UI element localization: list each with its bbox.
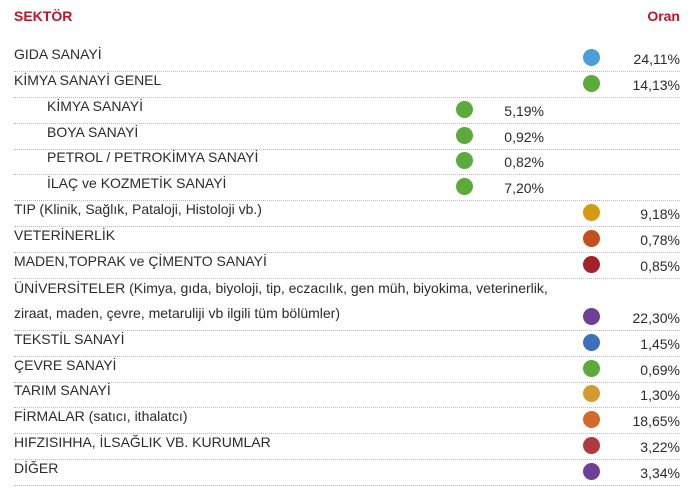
sector-ratio-table: [14, 46, 680, 486]
legend-dot-icon: [583, 308, 600, 325]
legend-dot-icon: [583, 256, 600, 273]
sector-label: PETROL / PETROKİMYA SANAYİ: [47, 149, 259, 166]
ratio-value: 1,30%: [640, 387, 680, 404]
ratio-value: 7,20%: [504, 180, 544, 197]
sector-label: BOYA SANAYİ: [47, 123, 139, 140]
ratio-value: 0,92%: [504, 128, 544, 145]
ratio-value: 18,65%: [632, 413, 680, 430]
legend-dot-icon: [456, 152, 473, 169]
table-header: [14, 8, 680, 28]
legend-dot-icon: [583, 49, 600, 66]
legend-dot-icon: [456, 178, 473, 195]
legend-dot-icon: [456, 101, 473, 118]
legend-dot-icon: [583, 230, 600, 247]
sector-label: HIFZISIHHA, İLSAĞLIK VB. KURUMLAR: [14, 434, 271, 451]
sector-label: KİMYA SANAYİ: [47, 97, 143, 114]
sector-label: KİMYA SANAYİ GENEL: [14, 71, 162, 88]
ratio-value: 0,78%: [640, 232, 680, 249]
legend-dot-icon: [583, 463, 600, 480]
sector-label: FİRMALAR (satıcı, ithalatcı): [14, 408, 188, 425]
sector-row: [14, 434, 680, 460]
sector-label: İLAÇ ve KOZMETİK SANAYİ: [47, 175, 227, 192]
ratio-value: 14,13%: [632, 76, 680, 93]
ratio-value: 3,34%: [640, 465, 680, 482]
sector-label: MADEN,TOPRAK ve ÇİMENTO SANAYİ: [14, 253, 267, 270]
sector-row: [14, 460, 680, 486]
sector-label: VETERİNERLİK: [14, 227, 116, 244]
ratio-value: 5,19%: [504, 102, 544, 119]
sector-label: ÜNİVERSİTELER (Kimya, gıda, biyoloji, tip, eczacılık, gen müh, biyokima, veterinerlik, ziraat, maden, çevre, metaruliji vb ilgili tüm bölümler): [14, 279, 548, 321]
sector-label: TARIM SANAYİ: [14, 382, 111, 399]
sector-row: [14, 357, 680, 383]
legend-dot-icon: [456, 127, 473, 144]
legend-dot-icon: [583, 334, 600, 351]
ratio-value: 0,82%: [504, 154, 544, 171]
ratio-value: 3,22%: [640, 439, 680, 456]
legend-dot-icon: [583, 411, 600, 428]
legend-dot-icon: [583, 385, 600, 402]
ratio-value: 24,11%: [633, 50, 680, 67]
sector-column-header: SEKTÖR: [14, 8, 73, 24]
ratio-value: 0,85%: [640, 258, 680, 275]
sector-label: GIDA SANAYİ: [14, 45, 102, 62]
ratio-value: 9,18%: [640, 206, 680, 223]
legend-dot-icon: [583, 204, 600, 221]
sector-row: [14, 279, 680, 331]
legend-dot-icon: [583, 75, 600, 92]
ratio-column-header: Oran: [647, 8, 680, 24]
sector-label: ÇEVRE SANAYİ: [14, 356, 117, 373]
sector-label: DİĞER: [14, 460, 59, 477]
ratio-value: 0,69%: [640, 361, 680, 378]
ratio-value: 22,30%: [632, 309, 680, 326]
sector-label: TIP (Klinik, Sağlık, Pataloji, Histoloji vb.): [14, 201, 262, 218]
legend-dot-icon: [583, 437, 600, 454]
legend-dot-icon: [583, 360, 600, 377]
sector-label: TEKSTİL SANAYİ: [14, 330, 125, 347]
ratio-value: 1,45%: [640, 335, 680, 352]
